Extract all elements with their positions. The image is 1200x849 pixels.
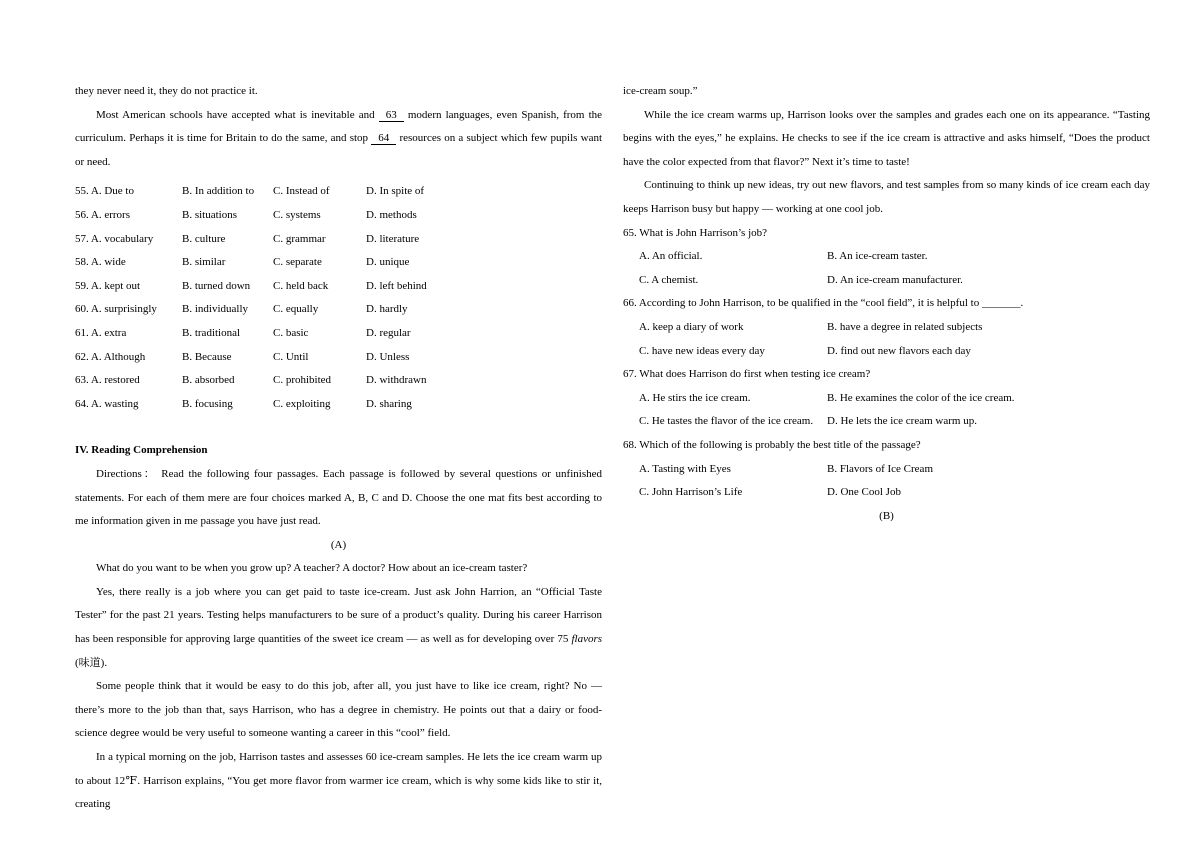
- option-c: C. grammar: [273, 232, 326, 245]
- option-d: D. find out new flavors each day: [827, 344, 971, 357]
- option-b: B. Because: [182, 350, 232, 363]
- option-d: D. hardly: [366, 303, 408, 316]
- option-b: B. culture: [182, 232, 226, 245]
- option-c: C. Instead of: [273, 185, 330, 198]
- option-a: A. keep a diary of work: [639, 320, 744, 333]
- option-a: A. Tasting with Eyes: [639, 462, 731, 475]
- question-stem: 65. What is John Harrison’s job?: [623, 226, 768, 239]
- cloze-passage-paragraph: [75, 104, 602, 175]
- cloze-row-62: [75, 346, 602, 370]
- option-c: C. separate: [273, 256, 322, 269]
- passage-b-label: (B): [879, 509, 894, 522]
- question-65: [623, 222, 1150, 293]
- question-stem: 67. What does Harrison do first when testing ice cream?: [623, 368, 871, 381]
- question-68: [623, 434, 1150, 505]
- option-c: C. basic: [273, 326, 309, 339]
- option-c: C. have new ideas every day: [639, 344, 765, 357]
- question-options: [623, 316, 1150, 363]
- option-c: C. A chemist.: [639, 273, 699, 286]
- question-67: [623, 363, 1150, 434]
- passage-a-paragraph-2: [75, 581, 602, 675]
- passage-a-paragraph-6: Continuing to think up new ideas, try out new flavors, and test samples from so many kinds of ice cream each day keeps Harrison busy but happy — working at one cool job.: [623, 179, 1150, 215]
- left-column: [75, 80, 602, 817]
- passage-a-paragraph-4: In a typical morning on the job, Harrison tastes and assesses 60 ice-cream samples. He lets the ice cream warm up to about 12℉. Harrison explains, “You get more flavor from warmer ice cream, which is why some kids like to stir it, creating: [75, 751, 602, 811]
- paragraph-continuation: they never need it, they do not practice it.: [75, 85, 258, 97]
- passage-a-p2-text: Yes, there really is a job where you can get paid to taste ice-cream. Just ask John Harrion, an “Official Taste Tester” for the past 21 years. Testing helps manufacturers to be sure of a product’s quality. During his career Harrison has been responsible for approving large quantities of the sweet ice cream — as well as for developing over 75: [75, 585, 602, 646]
- cloze-row-63: [75, 369, 602, 393]
- option-a: 57. A. vocabulary: [75, 232, 154, 245]
- option-b: B. absorbed: [182, 374, 235, 387]
- option-a: 62. A. Although: [75, 350, 146, 363]
- cloze-row-60: [75, 298, 602, 322]
- option-d: D. An ice-cream manufacturer.: [827, 273, 963, 286]
- option-a: 61. A. extra: [75, 326, 127, 339]
- cloze-row-58: [75, 251, 602, 275]
- option-a: A. An official.: [639, 250, 703, 263]
- cloze-row-55: [75, 180, 602, 204]
- option-d: D. regular: [366, 326, 411, 339]
- question-options: [623, 387, 1150, 434]
- cloze-row-59: [75, 275, 602, 299]
- option-b: B. have a degree in related subjects: [827, 320, 983, 333]
- cloze-options-table: [75, 180, 602, 416]
- option-c: C. Until: [273, 350, 309, 363]
- option-a: 59. A. kept out: [75, 279, 141, 292]
- question-stem: 66. According to John Harrison, to be qualified in the “cool field”, it is helpful to _______.: [623, 297, 1024, 310]
- cloze-text-part-3: resources on a subject which few pupils want or need.: [75, 132, 603, 168]
- option-d: D. In spite of: [366, 185, 425, 198]
- option-a: 64. A. wasting: [75, 397, 139, 410]
- option-b: B. Flavors of Ice Cream: [827, 462, 933, 475]
- option-d: D. Unless: [366, 350, 410, 363]
- option-d: D. left behind: [366, 279, 427, 292]
- option-d: D. literature: [366, 232, 420, 245]
- passage-a-paragraph-1: What do you want to be when you grow up? A teacher? A doctor? How about an ice-cream taster?: [96, 562, 528, 575]
- option-b: B. An ice-cream taster.: [827, 250, 928, 263]
- cloze-row-56: [75, 204, 602, 228]
- question-options: [623, 458, 1150, 505]
- option-a: A. He stirs the ice cream.: [639, 391, 751, 404]
- cloze-text-part-1: Most American schools have accepted what is inevitable and: [96, 108, 375, 121]
- option-c: C. He tastes the flavor of the ice cream.: [639, 415, 814, 428]
- option-b: B. He examines the color of the ice cream.: [827, 391, 1015, 404]
- section-heading: IV. Reading Comprehension: [75, 444, 208, 457]
- passage-a-p2-italic: flavors: [571, 633, 603, 646]
- blank-63: 63: [379, 109, 404, 122]
- cloze-row-57: [75, 228, 602, 252]
- question-options: [623, 245, 1150, 292]
- option-a: 63. A. restored: [75, 374, 140, 387]
- option-b: B. turned down: [182, 279, 251, 292]
- option-c: C. John Harrison’s Life: [639, 486, 743, 499]
- passage-a-paragraph-4-continuation: ice-cream soup.”: [623, 85, 698, 97]
- option-b: B. traditional: [182, 326, 241, 339]
- option-a: 60. A. surprisingly: [75, 303, 157, 316]
- option-d: D. methods: [366, 208, 417, 221]
- option-c: C. prohibited: [273, 374, 332, 387]
- question-66: [623, 292, 1150, 363]
- right-column: [623, 80, 1150, 817]
- option-c: C. equally: [273, 303, 319, 316]
- question-stem: 68. Which of the following is probably the best title of the passage?: [623, 438, 921, 451]
- option-b: B. individually: [182, 303, 248, 316]
- passage-a-label: (A): [330, 538, 347, 551]
- option-d: D. withdrawn: [366, 374, 427, 387]
- passage-a-paragraph-3: Some people think that it would be easy to do this job, after all, you just have to like ice cream, right? No — there’s more to the job than that, says Harrison, who has a degree in chemistry. He points out that a dairy or food-science degree would be very useful to someone wanting a career in this “cool” field.: [75, 680, 602, 740]
- option-a: 56. A. errors: [75, 208, 130, 221]
- option-b: B. focusing: [182, 397, 233, 410]
- directions-text: Directions： Read the following four passages. Each passage is followed by several questions or unfinished statements. For each of them mere are four choices marked A, B, C and D. Choose the one mat fits best according to me information given in me passage you have just read.: [75, 467, 602, 528]
- cloze-text-part-2: modern languages, even Spanish, from the curriculum. Perhaps it is time for Britain to do the same, and stop: [75, 108, 603, 145]
- blank-64: 64: [371, 132, 396, 145]
- option-c: C. exploiting: [273, 397, 331, 410]
- option-d: D. He lets the ice cream warm up.: [827, 415, 977, 428]
- option-d: D. sharing: [366, 397, 412, 410]
- cloze-row-61: [75, 322, 602, 346]
- cloze-row-64: [75, 393, 602, 417]
- option-c: C. systems: [273, 208, 321, 221]
- passage-a-paragraph-5: While the ice cream warms up, Harrison looks over the samples and grades each one on its appearance. “Tasting begins with the eyes,” he explains. He checks to see if the ice cream is attractive and asks himself, “Does the product have the color expected from that flavor?” Next it’s time to taste!: [623, 108, 1150, 168]
- option-b: B. similar: [182, 256, 226, 269]
- option-c: C. held back: [273, 279, 329, 292]
- passage-a-p2-tail: (味道).: [75, 656, 108, 669]
- option-d: D. One Cool Job: [827, 486, 901, 499]
- option-d: D. unique: [366, 256, 410, 269]
- option-b: B. In addition to: [182, 185, 255, 198]
- option-a: 58. A. wide: [75, 256, 126, 269]
- option-b: B. situations: [182, 208, 238, 221]
- option-a: 55. A. Due to: [75, 185, 134, 198]
